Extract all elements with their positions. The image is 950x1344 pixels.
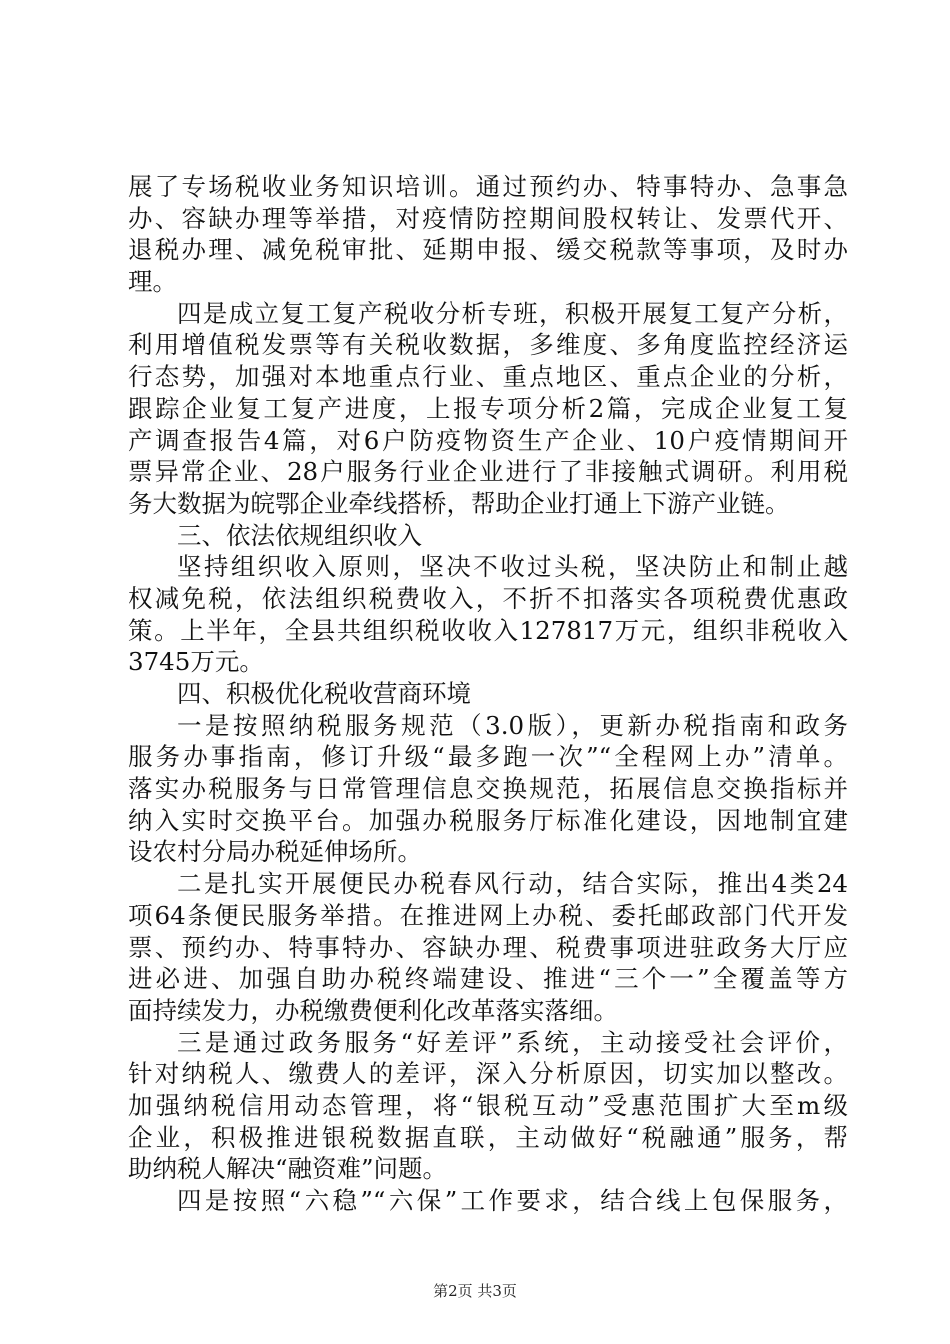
section-heading: 四、积极优化税收营商环境 bbox=[177, 679, 471, 708]
text-line: 跟踪企业复工复产进度，上报专项分析2篇，完成企业复工复 bbox=[128, 393, 848, 423]
page-number: 第2页 共3页 bbox=[433, 1282, 517, 1300]
text-line: 票、预约办、特事特办、容缺办理、税费事项进驻政务大厅应 bbox=[128, 932, 848, 962]
text-line: 三是通过政务服务“好差评”系统，主动接受社会评价， bbox=[177, 1027, 848, 1057]
text-line: 面持续发力，办税缴费便利化改革落实落细。 bbox=[128, 995, 618, 1025]
text-line: 一是按照纳税服务规范（3.0版），更新办税指南和政务 bbox=[177, 710, 848, 740]
text-line: 落实办税服务与日常管理信息交换规范，拓展信息交换指标并 bbox=[128, 774, 848, 804]
text-line: 退税办理、减免税审批、延期申报、缓交税款等事项，及时办 bbox=[128, 235, 848, 265]
text-line: 坚持组织收入原则，坚决不收过头税，坚决防止和制止越 bbox=[177, 552, 848, 582]
page-footer bbox=[0, 1280, 950, 1301]
text-line: 项64条便民服务举措。在推进网上办税、委托邮政部门代开发 bbox=[128, 900, 848, 930]
text-line: 针对纳税人、缴费人的差评，深入分析原因，切实加以整改。 bbox=[128, 1059, 848, 1089]
text-line: 理。 bbox=[128, 267, 177, 297]
text-line: 服务办事指南，修订升级“最多跑一次”“全程网上办”清单。 bbox=[128, 742, 848, 772]
text-line: 企业，积极推进银税数据直联，主动做好“税融通”服务，帮 bbox=[128, 1122, 848, 1152]
text-line: 二是扎实开展便民办税春风行动，结合实际，推出4类24 bbox=[177, 869, 848, 899]
text-line: 纳入实时交换平台。加强办税服务厅标准化建设，因地制宜建 bbox=[128, 805, 848, 835]
text-line: 权减免税，依法组织税费收入，不折不扣落实各项税费优惠政 bbox=[128, 583, 848, 613]
text-line: 加强纳税信用动态管理，将“银税互动”受惠范围扩大至m级 bbox=[128, 1090, 848, 1120]
text-line: 策。上半年，全县共组织税收收入127817万元，组织非税收入 bbox=[128, 615, 848, 645]
text-line: 四是按照“六稳”“六保”工作要求，结合线上包保服务， bbox=[177, 1186, 848, 1215]
text-line: 务大数据为皖鄂企业牵线搭桥，帮助企业打通上下游产业链。 bbox=[128, 488, 790, 518]
text-line: 利用增值税发票等有关税收数据，多维度、多角度监控经济运 bbox=[128, 330, 848, 360]
text-line: 进必进、加强自助办税终端建设、推进“三个一”全覆盖等方 bbox=[128, 964, 848, 994]
text-line: 产调查报告4篇，对6户防疫物资生产企业、10户疫情期间开 bbox=[128, 425, 848, 455]
text-line: 展了专场税收业务知识培训。通过预约办、特事特办、急事急 bbox=[128, 172, 848, 201]
text-line: 3745万元。 bbox=[128, 647, 264, 677]
text-line: 四是成立复工复产税收分析专班，积极开展复工复产分析， bbox=[177, 298, 848, 328]
text-line: 办、容缺办理等举措，对疫情防控期间股权转让、发票代开、 bbox=[128, 203, 848, 233]
text-line: 设农村分局办税延伸场所。 bbox=[128, 837, 422, 867]
section-heading: 三、依法依规组织收入 bbox=[177, 520, 422, 550]
text-line: 票异常企业、28户服务行业企业进行了非接触式调研。利用税 bbox=[128, 457, 848, 487]
text-line: 行态势，加强对本地重点行业、重点地区、重点企业的分析， bbox=[128, 362, 848, 392]
document-body bbox=[128, 171, 848, 1217]
text-line: 助纳税人解决“融资难”问题。 bbox=[128, 1154, 448, 1184]
